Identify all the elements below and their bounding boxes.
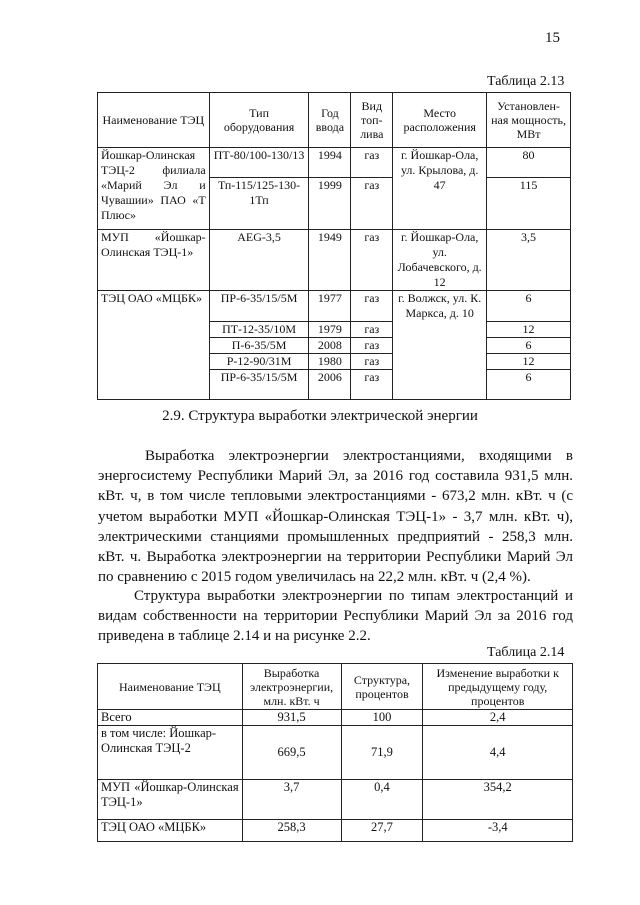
column-header: Место расположения	[393, 93, 487, 148]
plant-name-cell: в том числе: Йошкар-Олинская ТЭЦ-2	[98, 726, 243, 780]
share-cell: 100	[341, 710, 423, 726]
column-header: Наименование ТЭЦ	[98, 93, 210, 148]
table-2-14-caption: Таблица 2.14	[487, 645, 565, 660]
equipment-cell: AEG-3,5	[209, 230, 309, 291]
table-row	[98, 710, 573, 726]
plant-name-cell: МУП «Йошкар-Олинская ТЭЦ-1»	[98, 230, 210, 291]
year-cell: 1977	[309, 291, 351, 322]
equipment-cell: ПР-6-35/15/5М	[209, 291, 309, 322]
location-cell: г. Йошкар-Ола, ул. Крылова, д. 47	[393, 148, 487, 230]
output-cell: 931,5	[242, 710, 341, 726]
fuel-cell: газ	[351, 230, 393, 291]
equipment-cell: П-6-35/5М	[209, 338, 309, 354]
fuel-cell: газ	[351, 354, 393, 370]
table-header-row	[98, 664, 573, 710]
plant-name-cell: Йошкар-Олинская ТЭЦ-2 филиала «Марий Эл и Чувашии» ПАО «Т Плюс»	[98, 148, 210, 230]
equipment-cell: Тп-115/125-130-1Тп	[209, 178, 309, 230]
equipment-cell: ПТ-12-35/10М	[209, 322, 309, 338]
section-title: 2.9. Структура выработки электрической энергии	[162, 408, 478, 424]
table-2-13-caption: Таблица 2.13	[487, 74, 565, 89]
table-2-13	[97, 92, 571, 400]
output-cell: 3,7	[242, 780, 341, 820]
change-cell: -3,4	[423, 820, 573, 842]
column-header: Изменение выработки к предыдущему году, процентов	[423, 664, 573, 710]
capacity-cell: 6	[487, 338, 571, 354]
change-cell: 4,4	[423, 726, 573, 780]
plant-name-cell: Всего	[98, 710, 243, 726]
year-cell: 1999	[309, 178, 351, 230]
paragraph-2: Структура выработки электроэнергии по типам электростанций и видам собственности на территории Республики Марий Эл за 2016 год приведена в таблице 2.14 и на рисунке 2.2.	[98, 588, 573, 645]
year-cell: 1979	[309, 322, 351, 338]
column-header: Структура, процентов	[341, 664, 423, 710]
capacity-cell: 80	[487, 148, 571, 178]
column-header: Вид топ-лива	[351, 93, 393, 148]
plant-name-cell: ТЭЦ ОАО «МЦБК»	[98, 291, 210, 400]
column-header: Год ввода	[309, 93, 351, 148]
column-header: Установлен-ная мощность, МВт	[487, 93, 571, 148]
fuel-cell: газ	[351, 370, 393, 400]
year-cell: 2008	[309, 338, 351, 354]
table-row	[98, 820, 573, 842]
year-cell: 2006	[309, 370, 351, 400]
table-row	[98, 291, 571, 322]
capacity-cell: 3,5	[487, 230, 571, 291]
paragraph-1: Выработка электроэнергии электростанциями, входящими в энергосистему Республики Марий Эл, за 2016 год составила 931,5 млн. кВт. ч, в том числе тепловыми электростанциями - 673,2 млн. кВт. ч (с учетом выработки МУП «Йошкар-Олинская ТЭЦ-1» - 3,7 млн. кВт. ч), электрическими станциями промышленных предприятий - 258,3 млн. кВт. ч. Выработка электроэнергии на территории Республики Марий Эл по сравнению с 2015 годом увеличилась на 22,2 млн. кВт. ч (2,4 %).	[98, 448, 573, 586]
page-number: 15	[545, 30, 560, 46]
fuel-cell: газ	[351, 148, 393, 178]
capacity-cell: 6	[487, 370, 571, 400]
equipment-cell: ПТ-80/100-130/13	[209, 148, 309, 178]
year-cell: 1980	[309, 354, 351, 370]
table-row	[98, 148, 571, 178]
output-cell: 669,5	[242, 726, 341, 780]
column-header: Наименование ТЭЦ	[98, 664, 243, 710]
table-header-row	[98, 93, 571, 148]
location-cell: г. Йошкар-Ола, ул. Лобачевского, д. 12	[393, 230, 487, 291]
location-cell: г. Волжск, ул. К. Маркса, д. 10	[393, 291, 487, 400]
capacity-cell: 115	[487, 178, 571, 230]
plant-name-cell: ТЭЦ ОАО «МЦБК»	[98, 820, 243, 842]
column-header: Тип оборудования	[209, 93, 309, 148]
column-header: Выработка электроэнергии, млн. кВт. ч	[242, 664, 341, 710]
capacity-cell: 6	[487, 291, 571, 322]
output-cell: 258,3	[242, 820, 341, 842]
equipment-cell: Р-12-90/31М	[209, 354, 309, 370]
share-cell: 27,7	[341, 820, 423, 842]
table-2-14	[97, 663, 573, 842]
plant-name-cell: МУП «Йошкар-Олинская ТЭЦ-1»	[98, 780, 243, 820]
capacity-cell: 12	[487, 322, 571, 338]
year-cell: 1949	[309, 230, 351, 291]
fuel-cell: газ	[351, 338, 393, 354]
table-row	[98, 230, 571, 291]
equipment-cell: ПР-6-35/15/5М	[209, 370, 309, 400]
share-cell: 0,4	[341, 780, 423, 820]
fuel-cell: газ	[351, 178, 393, 230]
year-cell: 1994	[309, 148, 351, 178]
change-cell: 2,4	[423, 710, 573, 726]
share-cell: 71,9	[341, 726, 423, 780]
fuel-cell: газ	[351, 322, 393, 338]
table-row	[98, 726, 573, 780]
table-row	[98, 780, 573, 820]
capacity-cell: 12	[487, 354, 571, 370]
fuel-cell: газ	[351, 291, 393, 322]
change-cell: 354,2	[423, 780, 573, 820]
